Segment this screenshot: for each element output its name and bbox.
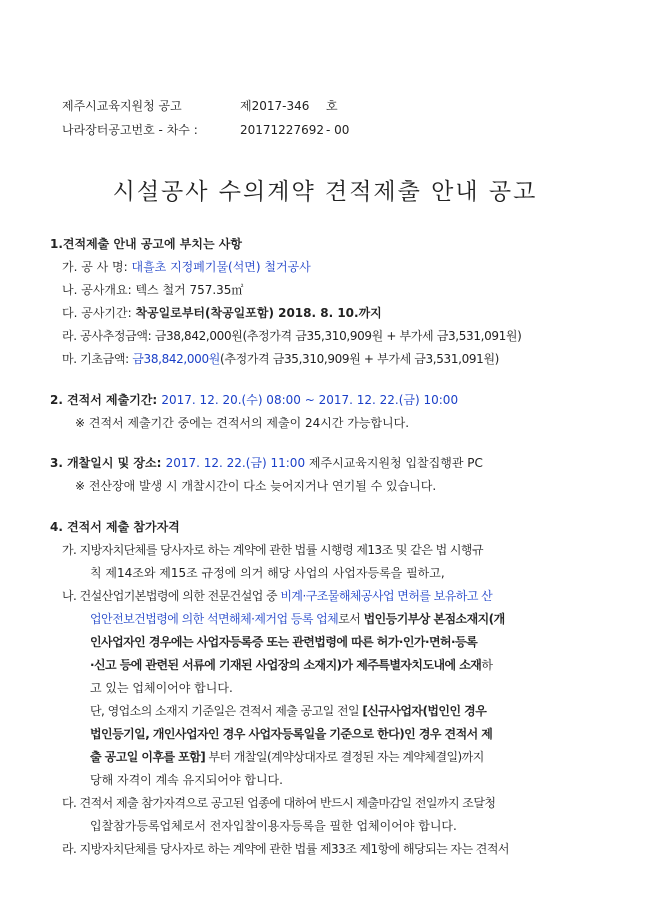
qualification-da-line-2: 입찰참가등록업체로서 전자입찰이용자등록을 필한 업체이어야 합니다.: [90, 819, 457, 833]
opening-place: 제주시교육지원청 입찰집행관 PC: [305, 456, 483, 470]
license-requirement: 비계·구조물해체공사업 면허를 보유하고 산: [280, 589, 493, 603]
qualification-da-line-1: 다. 견적서 제출 참가자격으로 공고된 업종에 대하여 반드시 제출마감일 전일까지 조달청: [62, 796, 496, 810]
base-amount-label: 마. 기초금액:: [62, 352, 133, 366]
base-amount-row: [62, 350, 499, 368]
qualification-na-joiner: 로서: [338, 612, 364, 626]
project-name-label: 가. 공 사 명:: [62, 260, 132, 274]
exception-bold-end: 출 공고일 이후를 포함]: [90, 750, 206, 764]
exception-line-2: 법인등기일, 개인사업자인 경우 사업자등록일을 기준으로 한다)인 경우 견적서 제: [90, 727, 493, 741]
asbestos-registration: 업안전보건법령에 의한 석면해체·제거업 등록 업체: [90, 612, 339, 626]
qualification-na-line-2: [90, 610, 505, 628]
section-4-heading: 4. 견적서 제출 참가자격: [50, 520, 180, 534]
g2b-number: 20171227692: [240, 123, 324, 137]
base-amount-breakdown: (추정가격 금35,310,909원 + 부가세 금3,531,091원): [220, 352, 500, 366]
notice-office: 제주시교육지원청 공고: [62, 99, 182, 113]
exception-line-1: [90, 702, 486, 720]
qualification-ga-line-1: 가. 지방자치단체를 당사자로 하는 계약에 관한 법률 시행령 제13조 및 같은 법 시행규: [62, 543, 483, 557]
opening-label: 3. 개찰일시 및 장소:: [50, 456, 166, 470]
qualification-na-text: 나. 건설산업기본법령에 의한 전문건설업 중: [62, 589, 281, 603]
project-name-row: [62, 258, 311, 276]
exception-text: 단, 영업소의 소재지 기준일은 견적서 제출 공고일 전일: [90, 704, 363, 718]
project-period-row: [62, 304, 382, 322]
exception-line-4: 당해 자격이 계속 유지되어야 합니다.: [90, 773, 283, 787]
section-1-heading: 1.견적제출 안내 공고에 부치는 사항: [50, 237, 242, 251]
qualification-na-line-4: [90, 656, 492, 674]
project-period-value: 착공일로부터(착공일포함) 2018. 8. 10.까지: [135, 306, 382, 320]
qualification-ga-line-2: 칙 제14조와 제15조 규정에 의거 해당 사업의 사업자등록을 필하고,: [90, 566, 445, 580]
g2b-sequence: - 00: [326, 123, 350, 137]
headquarters-requirement: 법인등기부상 본점소재지(개: [363, 612, 505, 626]
section-2-row: [50, 391, 458, 409]
section-3-row: [50, 454, 483, 472]
project-period-label: 다. 공사기간:: [62, 306, 136, 320]
base-amount-value: 금38,842,000원: [132, 352, 220, 366]
qualification-na-line-3: 인사업자인 경우에는 사업자등록증 또는 관련법령에 따른 허가·인가·면허·등록: [90, 635, 478, 649]
exception-line-3: [90, 748, 484, 766]
qualification-na-tail: 하: [481, 658, 493, 672]
g2b-label: 나라장터공고번호 - 차수 :: [62, 123, 198, 137]
project-name-value: 대흘초 지정폐기물(석면) 철거공사: [131, 260, 311, 274]
qualification-na-line-1: [62, 587, 492, 605]
submission-period-value: 2017. 12. 20.(수) 08:00 ~ 2017. 12. 22.(금) 10:00: [161, 393, 459, 407]
document-title: 시설공사 수의계약 견적제출 안내 공고: [112, 179, 538, 205]
notice-suffix: 호: [326, 99, 338, 113]
opening-note: ※ 전산장애 발생 시 개찰시간이 다소 늦어지거나 연기될 수 있습니다.: [75, 479, 437, 493]
qualification-na-line-5: 고 있는 업체이어야 합니다.: [90, 681, 233, 695]
estimated-cost-row: 라. 공사추정금액: 금38,842,000원(추정가격 금35,310,909원 + 부가세 금3,531,091원): [62, 329, 522, 343]
exception-period: 부터 개찰일(계약상대자로 결정된 자는 계약체결일)까지: [205, 750, 484, 764]
submission-note: ※ 견적서 제출기간 중에는 견적서의 제출이 24시간 가능합니다.: [75, 416, 410, 430]
notice-number: 제2017-346: [240, 99, 310, 113]
opening-datetime: 2017. 12. 22.(금) 11:00: [165, 456, 306, 470]
project-summary-row: 나. 공사개요: 텍스 철거 757.35㎡: [62, 283, 244, 297]
submission-period-label: 2. 견적서 제출기간:: [50, 393, 162, 407]
location-requirement: ·신고 등에 관련된 서류에 기재된 사업장의 소재지)가 제주특별자치도내에 소재: [90, 658, 482, 672]
qualification-ra-line-1: 라. 지방자치단체를 당사자로 하는 계약에 관한 법률 제33조 제1항에 해당되는 자는 견적서: [62, 842, 509, 856]
new-business-clause: [신규사업자(법인인 경우: [362, 704, 487, 718]
